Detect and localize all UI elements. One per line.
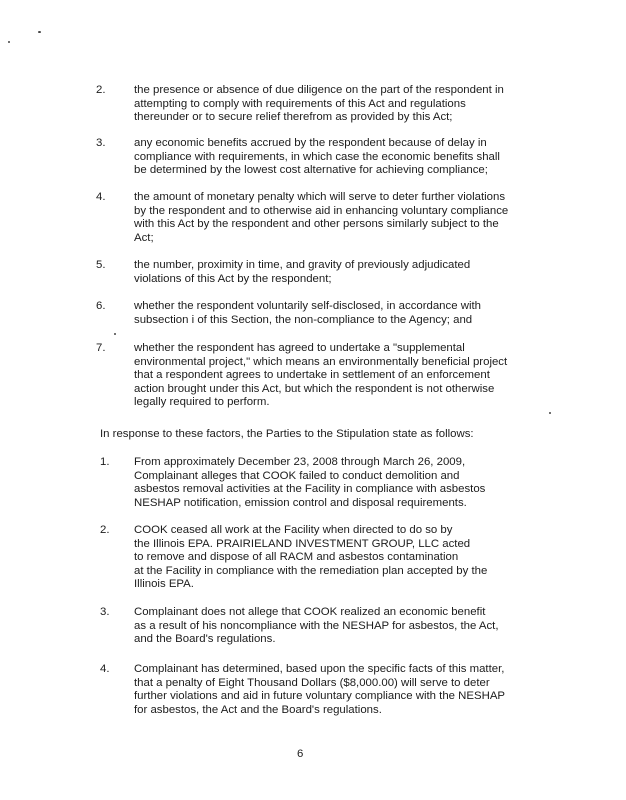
factor-text: any economic benefits accrued by the respondent because of delay in compliance with requirements, in which case the economic benefits shall be determined by the lowest cost alternative for achieving compliance; (134, 137, 500, 177)
factor-number: 2. (96, 84, 106, 96)
scan-speck (549, 412, 551, 414)
response-text: Complainant has determined, based upon the specific facts of this matter, that a penalty of Eight Thousand Dollars ($8,000.00) will serve to deter further violations and aid in future voluntary compliance with the NESHAP for asbestos, the Act and the Board's regulations. (134, 663, 506, 716)
response-number: 3. (100, 606, 110, 618)
factor-number: 6. (96, 300, 106, 312)
scan-speck (38, 31, 41, 33)
factor-number: 5. (96, 259, 106, 271)
factor-number: 7. (96, 342, 106, 354)
scan-speck (8, 41, 10, 43)
factor-text: the presence or absence of due diligence on the part of the respondent in attempting to comply with requirements of this Act and regulations thereunder or to secure relief therefrom as provided by this Act; (134, 84, 504, 124)
response-text: COOK ceased all work at the Facility when directed to do so by the Illinois EPA. PRAIRIELAND INVESTMENT GROUP, LLC acted to remove and dispose of all RACM and asbestos contamination at the Facility in compliance with the remediation plan accepted by the Illinois EPA. (134, 524, 488, 591)
factor-number: 4. (96, 191, 106, 203)
response-text: From approximately December 23, 2008 through March 26, 2009, Complainant alleges that COOK failed to conduct demolition and asbestos removal activities at the Facility in compliance with asbestos NESHAP notification, emission control and disposal requirements. (134, 456, 486, 509)
factor-number: 3. (96, 137, 106, 149)
response-number: 2. (100, 524, 110, 536)
factor-text: whether the respondent voluntarily self-disclosed, in accordance with subsection i of this Section, the non-compliance to the Agency; and (134, 300, 481, 326)
factor-text: the amount of monetary penalty which will serve to deter further violations by the respondent and to otherwise aid in enhancing voluntary compliance with this Act by the respondent and other persons similarly subject to the Act; (134, 191, 509, 244)
response-intro: In response to these factors, the Parties to the Stipulation state as follows: (100, 428, 474, 440)
scan-speck (114, 333, 116, 335)
response-number: 4. (100, 663, 110, 675)
response-number: 1. (100, 456, 110, 468)
response-text: Complainant does not allege that COOK realized an economic benefit as a result of his noncompliance with the NESHAP for asbestos, the Act, and the Board's regulations. (134, 606, 499, 646)
factor-text: the number, proximity in time, and gravity of previously adjudicated violations of this Act by the respondent; (134, 259, 471, 285)
page-number: 6 (297, 748, 304, 760)
factor-text: whether the respondent has agreed to undertake a "supplemental environmental project," which means an environmentally beneficial project that a respondent agrees to undertake in settlement of an enforcement action brought under this Act, but which the respondent is not otherwise legally required to perform. (134, 342, 508, 409)
